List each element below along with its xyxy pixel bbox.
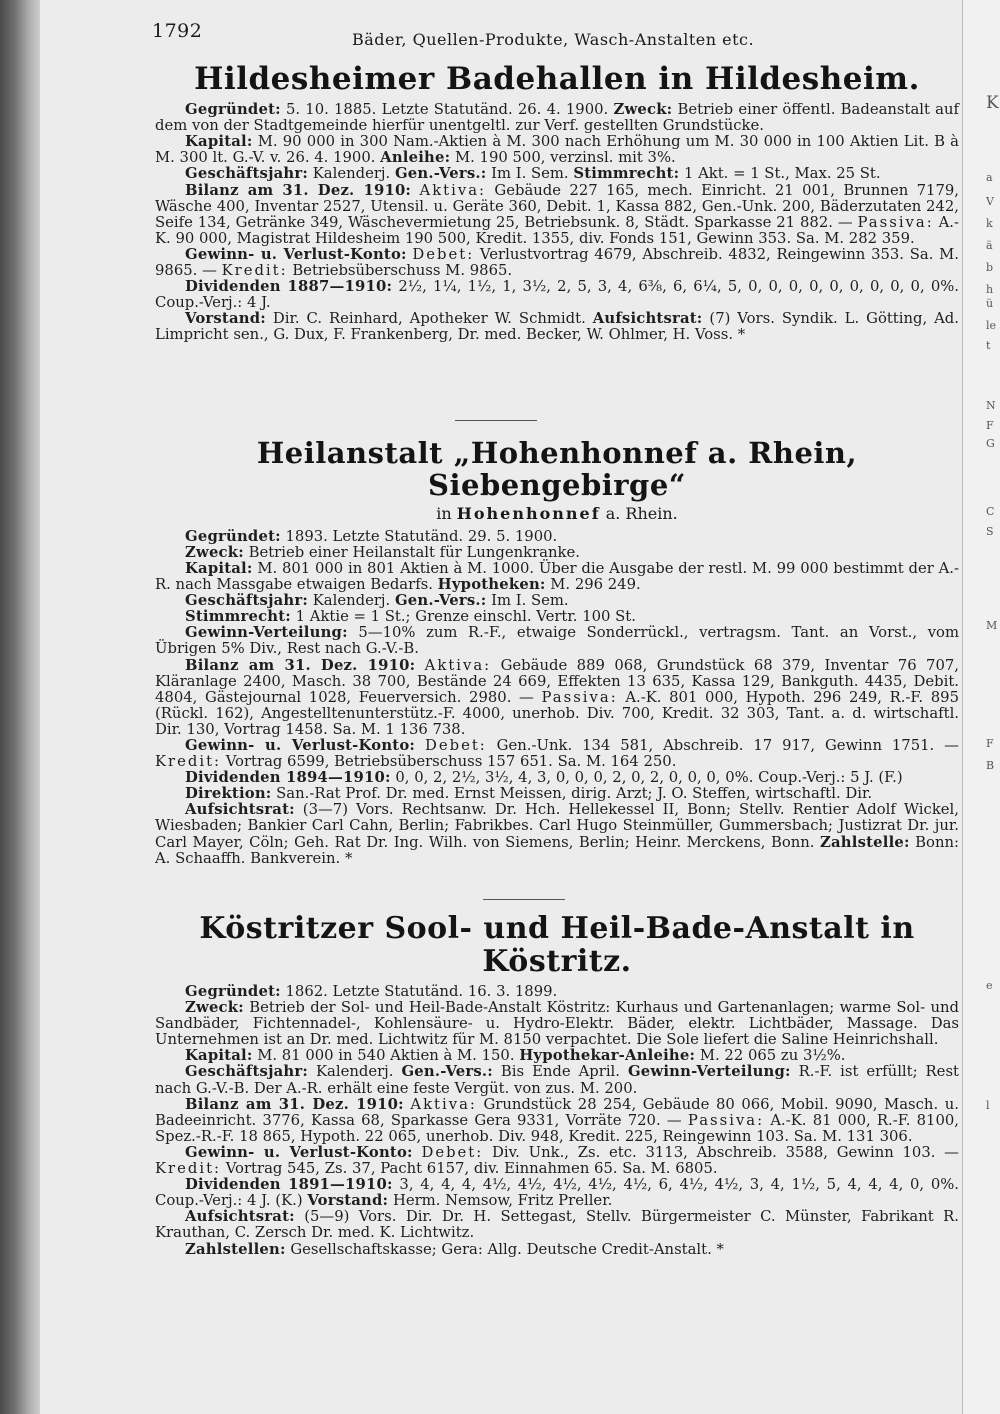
entry-paragraph	[155, 1209, 959, 1241]
field-label: Vorstand:	[185, 310, 266, 328]
edge-glyph: k	[986, 217, 993, 230]
entry-text: 1893. Letzte Statutänd. 29. 5. 1900.	[280, 527, 558, 545]
field-label: Gewinn- u. Verlust-Konto:	[185, 1143, 413, 1161]
account-side-label: Debet:	[421, 1143, 484, 1161]
field-label: Gewinn- u. Verlust-Konto:	[185, 737, 416, 754]
field-label: Gegründet:	[185, 527, 281, 545]
entry-text: Herm. Nemsow, Fritz Preller.	[388, 1192, 613, 1210]
field-label: Geschäftsjahr:	[185, 165, 309, 183]
entry-text: 3, 4, 4, 4, 4½, 4½, 4½, 4½, 4½, 6, 4½, 4½, 3, 4, 1½, 5, 4, 4, 4, 0, 0%. Coup.-Verj.: 4 J. (K.)	[155, 1176, 959, 1210]
book-binding-shadow	[0, 0, 40, 1414]
entry-paragraph	[155, 738, 959, 770]
entry-text: (7) Vors. Syndik. L. Götting, Ad. Limpricht sen., G. Dux, F. Frankenberg, Dr. med. Becker, W. Ohlmer, H. Voss. *	[155, 310, 959, 344]
field-label: Hypotheken:	[437, 576, 546, 594]
edge-glyph: S	[986, 525, 994, 538]
entry-paragraph	[155, 247, 959, 279]
field-label: Gewinn-Verteilung:	[627, 1063, 791, 1081]
account-side-label: Kredit:	[155, 1160, 222, 1178]
entry-text: M. 81 000 in 540 Aktien à M. 150.	[252, 1047, 520, 1065]
entry-text: Gebäude 889 068, Grundstück 68 379, Inventar 76 707, Kläranlage 2400, Masch. 38 700, Bestände 24 669, Effekten 13 635, Kassa 129, Bankguth. 4435, Debit. 4804, Gästejournal 1028, Feuerversich. 2980. —	[155, 656, 959, 706]
entry-text: 5. 10. 1885. Letzte Statutänd. 26. 4. 1900.	[280, 101, 614, 119]
field-label: Aufsichtsrat:	[185, 1208, 295, 1226]
field-label: Gegründet:	[185, 101, 281, 119]
field-label: Kapital:	[185, 133, 253, 151]
edge-glyph: t	[986, 339, 991, 352]
entry-paragraph	[155, 134, 959, 166]
entry-text: Gebäude 227 165, mech. Einricht. 21 001, Brunnen 7179, Wäsche 400, Inventar 2527, Utensil. u. Geräte 360, Debit. 1, Kassa 882, Gen.-Unk. 200, Bäderzutaten 242, Seife 134, Getränke 349, Wäschevermietung 25, Betriebsunk. 8, Städt. Sparkasse 21 882. —	[155, 181, 959, 231]
entry-text: Gen.-Unk. 134 581, Abschreib. 17 917, Gewinn 1751. —	[486, 737, 959, 754]
entry-body	[155, 102, 959, 343]
entry-text: (3—7) Vors. Rechtsanw. Dr. Hch. Hellekessel II, Bonn; Stellv. Rentier Adolf Wickel, Wiesbaden; Bankier Carl Cahn, Berlin; Fabrikbes. Carl Hugo Steinmüller, Gummersbach; Justizrat Dr. jur. Carl Mayer, Cöln; Geh. Rat Dr. Ing. Wilh. von Siemens, Berlin; Heinr. Merckens, Bonn.	[155, 801, 959, 851]
entry-text: Betrieb der Sol- und Heil-Bade-Anstalt Köstritz: Kurhaus und Gartenanlagen; warme Sol- und Sandbäder, Fichtennadel-, Kohlensäure- u. Hydro-Elektr. Bäder, elektr. Lichtbäder, Massage. Das Unternehmen ist an Dr. med. Lichtwitz für M. 8150 verpachtet. Die Sole liefert die Saline Heinrichshall.	[155, 999, 959, 1049]
entry-text: R.-F. ist erfüllt; Rest nach G.-V.-B. Der A.-R. erhält eine feste Vergüt. von zus. M. 200.	[155, 1063, 959, 1097]
field-label: Kapital:	[185, 559, 253, 577]
entry-text: 2½, 1¼, 1½, 1, 3½, 2, 5, 3, 4, 6⅜, 6, 6¼, 5, 0, 0, 0, 0, 0, 0, 0, 0, 0, 0%. Coup.-Verj.: 4 J.	[155, 278, 959, 312]
edge-glyph: C	[986, 505, 995, 518]
field-label: Stimmrecht:	[185, 608, 291, 626]
field-label: Zahlstelle:	[820, 833, 910, 851]
field-label: Geschäftsjahr:	[185, 1063, 309, 1081]
entry-paragraph	[155, 802, 959, 866]
field-label: Geschäftsjahr:	[185, 592, 309, 610]
entry-subtitle	[155, 504, 959, 523]
edge-glyph: F	[986, 419, 994, 432]
field-label: Gen.-Vers.:	[394, 165, 487, 183]
edge-glyph: F	[986, 737, 994, 750]
entry-koestritzer-bade-anstalt	[155, 912, 959, 1258]
entry-paragraph	[155, 786, 959, 802]
entry-paragraph	[155, 102, 959, 134]
page-number: 1792	[152, 20, 203, 42]
section-divider	[455, 420, 537, 421]
entry-text: Betrieb einer öffentl. Badeanstalt auf dem von der Stadtgemeinde hierfür unentgeltl. zur Verf. gestellten Grundstücke.	[155, 101, 959, 135]
entry-text: Dir. C. Reinhard, Apotheker W. Schmidt.	[265, 310, 593, 328]
entry-text: A.-K. 90 000, Magistrat Hildesheim 190 500, Kredit. 1355, div. Fonds 151, Gewinn 353. Sa. M. 282 359.	[155, 213, 959, 247]
entry-text: A.-K. 801 000, Hypoth. 296 249, R.-F. 895 (Rückl. 162), Angestelltenunterstütz.-F. 4000, unerhob. Div. 700, Kredit. 32 303, Tant. a. d. wirtschaftl. Dir. 130, Vortrag 1458. Sa. M. 1 136 738.	[155, 688, 959, 738]
entry-text: 1 Akt. = 1 St., Max. 25 St.	[679, 165, 881, 183]
field-label: Aufsichtsrat:	[185, 801, 295, 819]
entry-body	[155, 529, 959, 867]
entry-text: Kalenderj.	[308, 592, 395, 610]
field-label: Dividenden 1887—1910:	[185, 278, 393, 296]
edge-glyph: K	[986, 93, 999, 113]
entry-text: Gesellschaftskasse; Gera: Allg. Deutsche Credit-Anstalt. *	[285, 1240, 724, 1258]
entry-text: Bonn: A. Schaaffh. Bankverein. *	[155, 833, 959, 867]
edge-glyph: V	[986, 195, 994, 208]
field-label: Hypothekar-Anleihe:	[519, 1047, 696, 1065]
edge-glyph: N	[986, 399, 996, 412]
subtitle-rest: a. Rhein.	[605, 503, 678, 523]
entry-paragraph	[155, 1064, 959, 1096]
field-label: Zweck:	[185, 543, 244, 561]
entry-paragraph	[155, 529, 959, 545]
entry-paragraph	[155, 1048, 959, 1064]
account-side-label: Kredit:	[155, 753, 222, 771]
subtitle-in: in	[436, 503, 452, 523]
entry-paragraph	[155, 311, 959, 343]
field-label: Gewinn-Verteilung:	[185, 624, 348, 642]
entry-text	[415, 657, 424, 674]
account-side-label: Passiva:	[541, 688, 618, 706]
edge-glyph: a	[986, 171, 993, 184]
entry-text	[411, 182, 419, 199]
entry-text: Kalenderj.	[308, 165, 395, 183]
field-label: Bilanz am 31. Dez. 1910:	[185, 181, 412, 199]
entry-paragraph	[155, 1242, 959, 1258]
edge-glyph: e	[986, 979, 993, 992]
account-side-label: Aktiva:	[410, 1095, 477, 1113]
account-side-label: Aktiva:	[419, 181, 487, 199]
edge-glyph: b	[986, 261, 994, 274]
entry-text: Div. Unk., Zs. etc. 3113, Abschreib. 3588, Gewinn 103. —	[483, 1143, 959, 1161]
entry-paragraph	[155, 279, 959, 311]
edge-glyph: B	[986, 759, 995, 772]
entry-paragraph	[155, 1097, 959, 1145]
entry-paragraph	[155, 166, 959, 182]
field-label: Dividenden 1894—1910:	[185, 769, 391, 787]
field-label: Dividenden 1891—1910:	[185, 1176, 393, 1194]
field-label: Anleihe:	[380, 149, 451, 167]
entry-title: Köstritzer Sool- und Heil-Bade-Anstalt in Köstritz.	[199, 911, 915, 979]
field-label: Bilanz am 31. Dez. 1910:	[185, 1095, 404, 1113]
entry-text: Vortrag 6599, Betriebsüberschuss 157 651. Sa. M. 164 250.	[221, 753, 677, 771]
section-divider	[483, 899, 565, 900]
field-label: Kapital:	[185, 1047, 253, 1065]
account-side-label: Debet:	[424, 737, 487, 754]
entry-paragraph	[155, 1000, 959, 1048]
field-label: Direktion:	[185, 785, 272, 803]
account-side-label: Aktiva:	[424, 656, 492, 674]
running-header: Bäder, Quellen-Produkte, Wasch-Anstalten etc.	[352, 30, 755, 49]
entry-paragraph	[155, 658, 959, 738]
field-label: Zweck:	[613, 101, 673, 119]
entry-title: Hildesheimer Badehallen in Hildesheim.	[194, 61, 920, 97]
entry-title: Heilanstalt „Hohenhonnef a. Rhein, Siebengebirge“	[256, 436, 858, 502]
field-label: Aufsichtsrat:	[592, 310, 703, 328]
field-label: Gewinn- u. Verlust-Konto:	[185, 245, 407, 263]
edge-glyph: G	[986, 437, 995, 450]
entry-text: 5—10% zum R.-F., etwaige Sonderrückl., vertragsm. Tant. an Vorst., vom Übrigen 5% Div., Rest nach G.-V.-B.	[155, 624, 959, 658]
field-label: Zahlstellen:	[185, 1240, 286, 1258]
edge-glyph: ü	[986, 297, 994, 310]
subtitle-place: Hohenhonnef	[456, 503, 601, 523]
account-side-label: Debet:	[412, 245, 475, 263]
entry-text: Verlustvortrag 4679, Abschreib. 4832, Reingewinn 353. Sa. M. 9865. —	[155, 245, 959, 280]
entry-text: A.-K. 81 000, R.-F. 8100, Spez.-R.-F. 18 865, Hypoth. 22 065, unerhob. Div. 948, Kredit. 225, Reingewinn 103. Sa. M. 131 306.	[155, 1111, 959, 1145]
entry-text: Grundstück 28 254, Gebäude 80 066, Mobil. 9090, Masch. u. Badeeinricht. 3776, Kassa 68, Sparkasse Gera 9331, Vorräte 720. —	[155, 1095, 959, 1129]
entry-paragraph	[155, 609, 959, 625]
entry-paragraph	[155, 183, 959, 247]
entry-text: Vortrag 545, Zs. 37, Pacht 6157, div. Einnahmen 65. Sa. M. 6805.	[221, 1160, 718, 1178]
entry-text: M. 190 500, verzinsl. mit 3%.	[450, 149, 676, 167]
account-side-label: Kredit:	[221, 262, 288, 280]
entry-text: M. 801 000 in 801 Aktien à M. 1000. Über die Ausgabe der restl. M. 99 000 bestimmt der A.-R. nach Massgabe etwaigen Bedarfs.	[155, 559, 959, 594]
entry-text: (5—9) Vors. Dir. Dr. H. Settegast, Stellv. Bürgermeister C. Münster, Fabrikant R. Krauthan, C. Zersch Dr. med. K. Lichtwitz.	[155, 1208, 959, 1242]
field-label: Stimmrecht:	[573, 165, 680, 183]
entry-text: Kalenderj.	[308, 1063, 402, 1081]
entry-paragraph	[155, 1177, 959, 1209]
account-side-label: Passiva:	[857, 213, 934, 231]
entry-body	[155, 984, 959, 1258]
entry-text	[415, 737, 425, 754]
entry-text: Betriebsüberschuss M. 9865.	[287, 262, 513, 280]
entry-heilanstalt-hohenhonnef	[155, 438, 959, 867]
entry-paragraph	[155, 625, 959, 657]
entry-text: 1862. Letzte Statutänd. 16. 3. 1899.	[280, 983, 558, 1000]
field-label: Bilanz am 31. Dez. 1910:	[185, 656, 416, 674]
edge-glyph: ä	[986, 239, 993, 252]
edge-glyph: l	[986, 1099, 990, 1112]
field-label: Gegründet:	[185, 983, 281, 1000]
field-label: Gen.-Vers.:	[401, 1063, 493, 1081]
entry-paragraph	[155, 561, 959, 593]
entry-paragraph	[155, 984, 959, 1000]
entry-paragraph	[155, 545, 959, 561]
entry-text: San.-Rat Prof. Dr. med. Ernst Meissen, dirig. Arzt; J. O. Steffen, wirtschaftl. Dir.	[271, 785, 873, 803]
entry-paragraph	[155, 1145, 959, 1177]
entry-text: M. 90 000 in 300 Nam.-Aktien à M. 300 nach Erhöhung um M. 30 000 in 100 Aktien Lit. B à M. 300 lt. G.-V. v. 26. 4. 1900.	[155, 133, 959, 167]
entry-text: Im I. Sem.	[486, 165, 574, 183]
account-side-label: Passiva:	[687, 1111, 765, 1129]
entry-paragraph	[155, 770, 959, 786]
entry-text: 1 Aktie = 1 St.; Grenze einschl. Vertr. 100 St.	[290, 608, 636, 626]
field-label: Gen.-Vers.:	[394, 592, 487, 610]
entry-text: M. 22 065 zu 3½%.	[695, 1047, 846, 1065]
entry-paragraph	[155, 593, 959, 609]
edge-glyph: h	[986, 283, 994, 296]
edge-glyph: M	[986, 619, 998, 632]
adjacent-page-edge	[962, 0, 1000, 1414]
field-label: Zweck:	[185, 999, 244, 1017]
entry-text: Bis Ende April.	[492, 1063, 628, 1081]
entry-text: Im I. Sem.	[486, 592, 569, 610]
entry-text: Betrieb einer Heilanstalt für Lungenkranke.	[243, 543, 580, 561]
edge-glyph: le	[986, 319, 997, 332]
entry-text: M. 296 249.	[545, 576, 641, 594]
field-label: Vorstand:	[307, 1192, 389, 1210]
entry-hildesheimer-badehallen	[155, 62, 959, 344]
entry-text: 0, 0, 2, 2½, 3½, 4, 3, 0, 0, 0, 2, 0, 2, 0, 0, 0, 0%. Coup.-Verj.: 5 J. (F.)	[390, 769, 903, 787]
